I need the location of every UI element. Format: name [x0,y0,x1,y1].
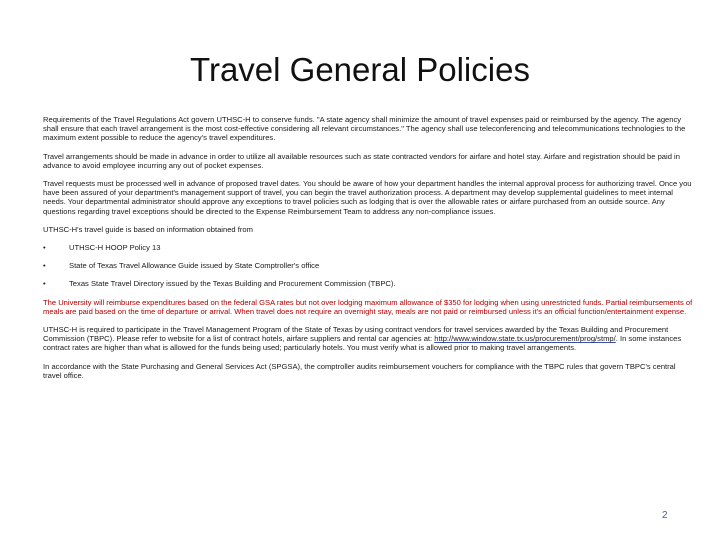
bullet-item [43,243,693,252]
bullet-text: State of Texas Travel Allowance Guide issued by State Comptroller's office [69,261,320,271]
stmp-link[interactable]: http://www.window.state.tx.us/procurement/prog/stmp/ [434,334,616,344]
bullet-item [43,279,693,288]
paragraph-requests: Travel requests must be processed well in advance of proposed travel dates. You should be aware of how your department handles the internal approval process for authorizing travel. Once you have been assured of your department's management support of travel, you can begin the travel authorization process. A department may develop supplemental guidelines to meet internal needs. Your departmental administrator should approve any exceptions to travel policies such as lodging that is over the allowable rates or airfare purchased from an outside source. Any questions regarding travel exceptions should be directed to the Expense Reimbursement Team to address any non-compliance issues. [43,179,692,216]
paragraph-reimbursement-policy: The University will reimburse expenditures based on the federal GSA rates but not over lodging maximum allowance of $350 for lodging when using unrestricted funds. Partial reimbursements of meals are paid based on the time of departure or arrival. When travel does not require an overnight stay, meals are not paid or reimbursed unless it's an official function/entertainment expense. [43,297,693,316]
bullet-marker: • [43,279,46,289]
paragraph-regulations: Requirements of the Travel Regulations Act govern UTHSC-H to conserve funds. "A state agency shall minimize the amount of travel expenses paid or reimbursed by the agency. The agency shall ensure that each travel arrangement is the most cost-effective considering all relevant circumstances." The agency shall use teleconferencing and telecommunications technologies to the maximum extent possible to reduce the agency's travel expenditures. [43,115,686,143]
slide-body [43,115,693,389]
paragraph-guide-intro: UTHSC-H's travel guide is based on information obtained from [43,224,253,234]
tmp-text-before-link: UTHSC-H is required to participate in the Travel Management Program of the State of Texas by using contract vendors for travel services awarded by the Texas Building and Procurement Commission (TBPC). Please refer to website for a list of contract hotels, airfare suppliers and rental car agencies at: [43,325,669,344]
slide-title: Travel General Policies [190,51,530,88]
bullet-text: UTHSC-H HOOP Policy 13 [69,243,161,253]
paragraph-spgsa: In accordance with the State Purchasing and General Services Act (SPGSA), the comptroller audits reimbursement vouchers for compliance with the TBPC rules that govern TBPC's central travel office. [43,361,676,380]
bullet-marker: • [43,261,46,271]
bullet-marker: • [43,243,46,253]
paragraph-travel-management [43,325,693,353]
paragraph-arrangements: Travel arrangements should be made in advance in order to utilize all available resources such as state contracted vendors for airfare and hotel stay. Airfare and registration should be paid in advance to avoid employee incurring any out of pocket expenses. [43,151,680,170]
tmp-text-after-link: . In some instances contract rates are higher than what is allowed for the funds being used; particularly hotels. You must verify what is allowed prior to making travel arrangements. [43,334,682,353]
page-number: 2 [662,510,668,521]
bullet-text: Texas State Travel Directory issued by the Texas Building and Procurement Commission (TBPC). [69,279,396,289]
bullet-item [43,261,693,270]
